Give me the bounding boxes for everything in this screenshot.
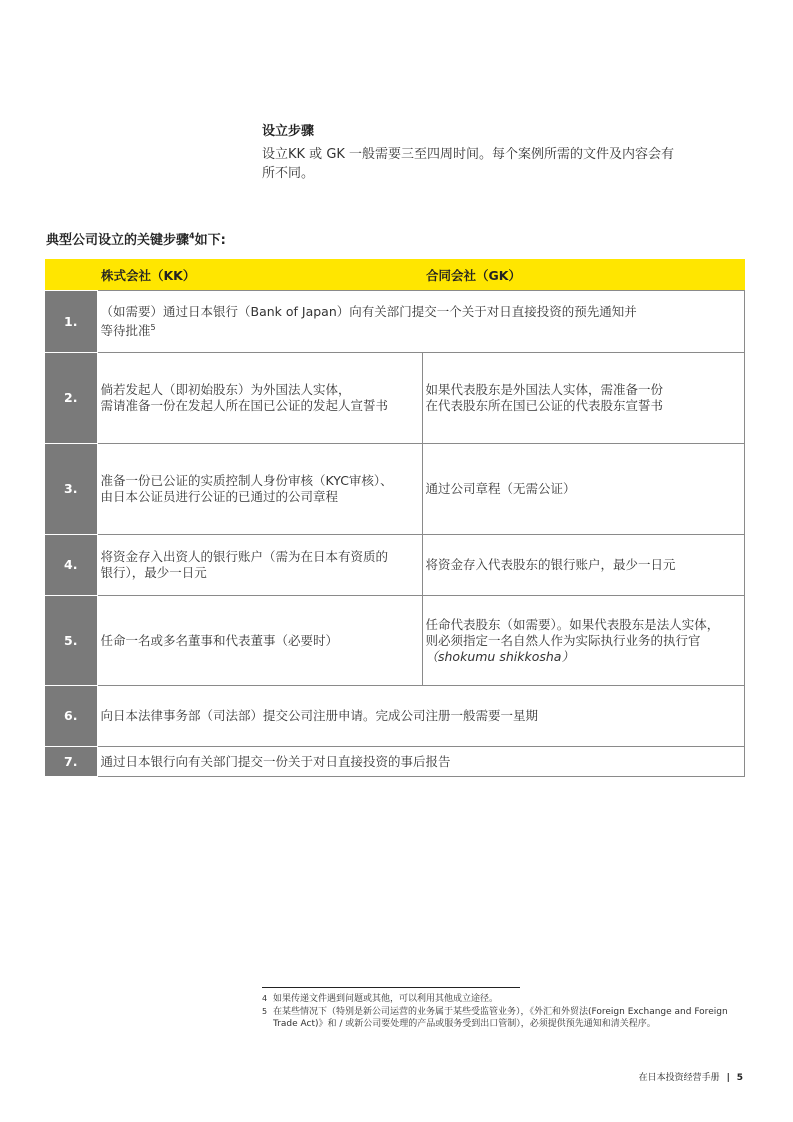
footnote-text: 在某些情况下（特别是新公司运营的业务属于某些受监管业务），《外汇和外贸法(Foreign Exchange and Foreign Trade Act)》和 / 或新公司要处理的产品或服务受到出口管制），必须提供预先通知和清关程序。 xyxy=(273,1006,728,1029)
header-kk: 株式会社（KK） xyxy=(97,259,422,291)
cell-line: 任命代表股东（如需要）。如果代表股东是法人实体， xyxy=(425,616,720,632)
footnote-5 xyxy=(262,1006,742,1031)
section-body: 设立KK 或 GK 一般需要三至四周时间。每个案例所需的文件及内容会有所不同。 xyxy=(262,147,675,181)
cell-line: （如需要）通过日本银行（Bank of Japan）向有关部门提交一个关于对日直接投资的预先通知并 xyxy=(100,303,637,319)
cell-line: （shokumu shikkosha） xyxy=(425,648,574,664)
footnote-mark: 5 xyxy=(262,1006,268,1016)
cell-line: 通过日本银行向有关部门提交一份关于对日直接投资的事后报告 xyxy=(100,753,451,769)
table-body xyxy=(45,291,745,777)
cell-line: 将资金存入出资人的银行账户（需为在日本有资质的 xyxy=(100,549,389,564)
table-row xyxy=(45,686,745,747)
gk-step xyxy=(422,596,745,686)
step-number: 1. xyxy=(45,291,97,353)
footnote-ref: 5 xyxy=(150,322,156,332)
page-footer xyxy=(639,1070,743,1083)
cell-line: 任命一名或多名董事和代表董事（必要时） xyxy=(100,632,339,648)
cell-line: 将资金存入代表股东的银行账户，最少一日元 xyxy=(425,557,676,572)
cell-line: 通过公司章程（无需公证） xyxy=(425,481,576,496)
table-title-suffix: 如下: xyxy=(194,233,226,248)
table-title-text: 典型公司设立的关键步骤 xyxy=(46,233,190,248)
cell-line: 如果代表股东是外国法人实体，需准备一份 xyxy=(425,382,664,397)
header-gk: 合同会社（GK） xyxy=(422,259,745,291)
gk-step xyxy=(422,444,745,535)
table-header-row xyxy=(45,259,745,291)
cell-line: 由日本公证员进行公证的已通过的公司章程 xyxy=(100,489,339,504)
table-title xyxy=(46,229,226,248)
cell-line: 在代表股东所在国已公证的代表股东宣誓书 xyxy=(425,398,664,413)
cell-line: 银行），最少一日元 xyxy=(100,565,207,580)
step-number: 7. xyxy=(45,747,97,777)
step-description xyxy=(97,686,745,747)
footnote-divider xyxy=(262,987,520,988)
footnote-text: 如果传递文件遇到问题或其他，可以利用其他成立途径。 xyxy=(273,994,499,1004)
kk-step xyxy=(97,353,422,444)
section-title: 设立步骤 xyxy=(262,124,315,139)
step-number: 4. xyxy=(45,535,97,596)
table-row xyxy=(45,444,745,535)
page-number: 5 xyxy=(736,1073,743,1083)
kk-step xyxy=(97,444,422,535)
cell-line: 准备一份已公证的实质控制人身份审核（KYC审核）、 xyxy=(100,473,393,488)
footer-title: 在日本投资经营手册 xyxy=(638,1073,720,1083)
cell-line: 需请准备一份在发起人所在国已公证的发起人宣誓书 xyxy=(100,398,389,413)
step-number: 6. xyxy=(45,686,97,747)
step-number: 2. xyxy=(45,353,97,444)
table-row xyxy=(45,353,745,444)
cell-line: 倘若发起人（即初始股东）为外国法人实体， xyxy=(100,382,351,397)
cell-line: 向日本法律事务部（司法部）提交公司注册申请。完成公司注册一般需要一星期 xyxy=(100,708,539,723)
table-row xyxy=(45,596,745,686)
footnote-4 xyxy=(262,993,742,1006)
table-title-footnote-ref: 4 xyxy=(189,231,195,241)
footnote-mark: 4 xyxy=(262,994,268,1003)
gk-step xyxy=(422,535,745,596)
kk-step xyxy=(97,596,422,686)
setup-steps-table xyxy=(45,259,745,777)
cell-line: 等待批准$^5$ xyxy=(100,322,156,339)
step-description xyxy=(97,747,745,777)
step-number: 3. xyxy=(45,444,97,535)
table-row xyxy=(45,291,745,353)
header-blank xyxy=(45,259,97,291)
gk-step xyxy=(422,353,745,444)
footnotes xyxy=(262,993,742,1031)
table-row xyxy=(45,747,745,777)
step-number: 5. xyxy=(45,596,97,686)
step-description xyxy=(97,291,745,353)
kk-step xyxy=(97,535,422,596)
table-row xyxy=(45,535,745,596)
footer-separator: | xyxy=(726,1073,730,1083)
cell-line: 则必须指定一名自然人作为实际执行业务的执行官 xyxy=(425,632,701,648)
